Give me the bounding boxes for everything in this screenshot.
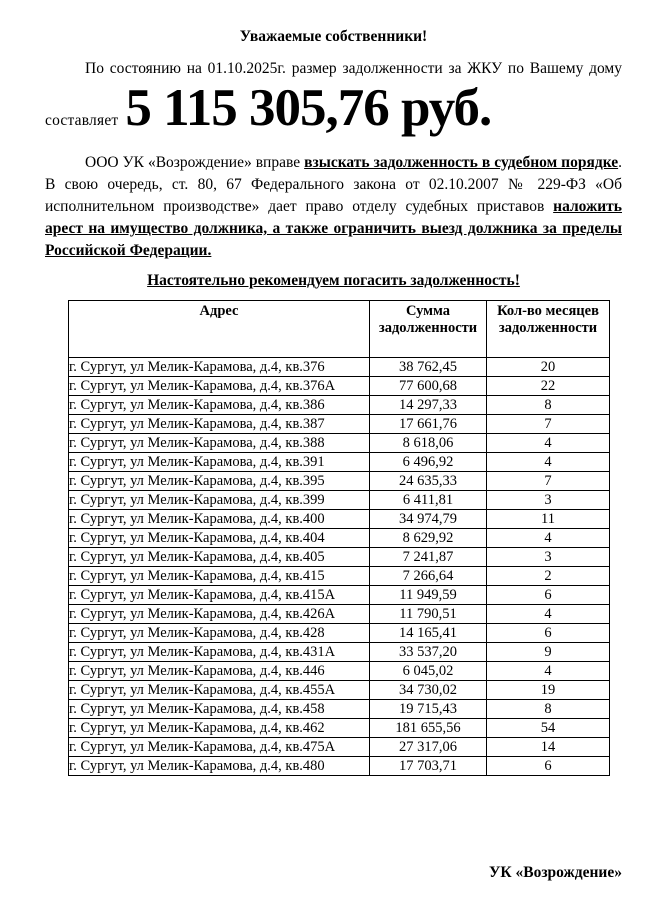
cell-amount: 33 537,20 xyxy=(370,643,487,662)
cell-months: 3 xyxy=(487,491,610,510)
table-row xyxy=(69,491,610,510)
cell-amount: 19 715,43 xyxy=(370,700,487,719)
cell-amount: 7 241,87 xyxy=(370,548,487,567)
cell-months: 6 xyxy=(487,624,610,643)
table-row xyxy=(69,719,610,738)
cell-address: г. Сургут, ул Мелик-Карамова, д.4, кв.415 xyxy=(69,567,370,586)
cell-amount: 7 266,64 xyxy=(370,567,487,586)
cell-months: 11 xyxy=(487,510,610,529)
table-row xyxy=(69,662,610,681)
table-row xyxy=(69,567,610,586)
table-row xyxy=(69,548,610,567)
cell-amount: 14 297,33 xyxy=(370,396,487,415)
page-title: Уважаемые собственники! xyxy=(239,28,428,45)
table-row xyxy=(69,605,610,624)
debt-table-body xyxy=(69,358,610,776)
cell-address: г. Сургут, ул Мелик-Карамова, д.4, кв.455А xyxy=(69,681,370,700)
table-row xyxy=(69,510,610,529)
table-row xyxy=(69,434,610,453)
cell-months: 54 xyxy=(487,719,610,738)
debt-table xyxy=(68,300,610,776)
cell-amount: 6 045,02 xyxy=(370,662,487,681)
cell-months: 6 xyxy=(487,586,610,605)
cell-amount: 11 949,59 xyxy=(370,586,487,605)
cell-amount: 17 703,71 xyxy=(370,757,487,776)
cell-address: г. Сургут, ул Мелик-Карамова, д.4, кв.404 xyxy=(69,529,370,548)
debt-amount-prefix: составляет xyxy=(45,112,119,129)
table-row xyxy=(69,529,610,548)
cell-amount: 27 317,06 xyxy=(370,738,487,757)
cell-months: 3 xyxy=(487,548,610,567)
table-row xyxy=(69,377,610,396)
cell-address: г. Сургут, ул Мелик-Карамова, д.4, кв.387 xyxy=(69,415,370,434)
cell-amount: 34 974,79 xyxy=(370,510,487,529)
cell-amount: 14 165,41 xyxy=(370,624,487,643)
cell-months: 6 xyxy=(487,757,610,776)
cell-months: 8 xyxy=(487,700,610,719)
cell-address: г. Сургут, ул Мелик-Карамова, д.4, кв.458 xyxy=(69,700,370,719)
column-header-address: Адрес xyxy=(69,301,370,358)
cell-address: г. Сургут, ул Мелик-Карамова, д.4, кв.376 xyxy=(69,358,370,377)
cell-months: 7 xyxy=(487,415,610,434)
cell-address: г. Сургут, ул Мелик-Карамова, д.4, кв.376А xyxy=(69,377,370,396)
table-row xyxy=(69,358,610,377)
cell-address: г. Сургут, ул Мелик-Карамова, д.4, кв.475А xyxy=(69,738,370,757)
cell-amount: 6 496,92 xyxy=(370,453,487,472)
cell-amount: 8 629,92 xyxy=(370,529,487,548)
cell-address: г. Сургут, ул Мелик-Карамова, д.4, кв.391 xyxy=(69,453,370,472)
cell-months: 4 xyxy=(487,662,610,681)
cell-address: г. Сургут, ул Мелик-Карамова, д.4, кв.462 xyxy=(69,719,370,738)
cell-address: г. Сургут, ул Мелик-Карамова, д.4, кв.399 xyxy=(69,491,370,510)
cell-amount: 11 790,51 xyxy=(370,605,487,624)
cell-address: г. Сургут, ул Мелик-Карамова, д.4, кв.415А xyxy=(69,586,370,605)
legal-bold-underline-segment: наложить арест на имущество должника, а также ограничить выезд должника за пределы Российской Федерации. xyxy=(45,198,622,259)
column-header-amount: Сумма задолженности xyxy=(370,301,487,358)
cell-amount: 6 411,81 xyxy=(370,491,487,510)
cell-amount: 38 762,45 xyxy=(370,358,487,377)
legal-bold-underline-segment: взыскать задолженность в судебном порядке xyxy=(304,154,619,171)
legal-paragraph xyxy=(45,152,622,262)
table-row xyxy=(69,586,610,605)
cell-address: г. Сургут, ул Мелик-Карамова, д.4, кв.426А xyxy=(69,605,370,624)
cell-address: г. Сургут, ул Мелик-Карамова, д.4, кв.400 xyxy=(69,510,370,529)
cell-address: г. Сургут, ул Мелик-Карамова, д.4, кв.388 xyxy=(69,434,370,453)
table-row xyxy=(69,415,610,434)
table-row xyxy=(69,700,610,719)
cell-months: 4 xyxy=(487,529,610,548)
legal-text-segment: . В свою очередь, ст. 80, 67 Федерального закона от 02.10.2007 № 229-ФЗ «Об исполнительном производстве» дает право отделу судебных приставов xyxy=(45,154,622,215)
cell-months: 4 xyxy=(487,434,610,453)
cell-amount: 17 661,76 xyxy=(370,415,487,434)
legal-text-segment: ООО УК «Возрождение» вправе xyxy=(85,154,305,171)
signature-company: УК «Возрождение» xyxy=(489,864,622,881)
cell-address: г. Сургут, ул Мелик-Карамова, д.4, кв.395 xyxy=(69,472,370,491)
cell-amount: 77 600,68 xyxy=(370,377,487,396)
table-row xyxy=(69,643,610,662)
cell-months: 4 xyxy=(487,605,610,624)
cell-months: 14 xyxy=(487,738,610,757)
cell-address: г. Сургут, ул Мелик-Карамова, д.4, кв.428 xyxy=(69,624,370,643)
cell-address: г. Сургут, ул Мелик-Карамова, д.4, кв.431А xyxy=(69,643,370,662)
cell-amount: 34 730,02 xyxy=(370,681,487,700)
table-row xyxy=(69,757,610,776)
debt-amount-line xyxy=(45,79,622,147)
cell-months: 20 xyxy=(487,358,610,377)
table-row xyxy=(69,624,610,643)
cell-months: 2 xyxy=(487,567,610,586)
cell-months: 7 xyxy=(487,472,610,491)
table-row xyxy=(69,472,610,491)
column-header-months: Кол-во месяцев задолженности xyxy=(487,301,610,358)
recommendation-line xyxy=(45,271,622,291)
intro-paragraph: По состоянию на 01.10.2025г. размер задолженности за ЖКУ по Вашему дому xyxy=(85,60,622,77)
cell-months: 9 xyxy=(487,643,610,662)
recommendation-text: Настоятельно рекомендуем погасить задолженность! xyxy=(147,272,520,289)
cell-months: 8 xyxy=(487,396,610,415)
cell-address: г. Сургут, ул Мелик-Карамова, д.4, кв.480 xyxy=(69,757,370,776)
cell-months: 4 xyxy=(487,453,610,472)
cell-address: г. Сургут, ул Мелик-Карамова, д.4, кв.386 xyxy=(69,396,370,415)
cell-months: 19 xyxy=(487,681,610,700)
debt-amount-value: 5 115 305,76 руб. xyxy=(125,79,492,137)
debt-table-header xyxy=(69,301,610,358)
cell-months: 22 xyxy=(487,377,610,396)
cell-amount: 24 635,33 xyxy=(370,472,487,491)
cell-amount: 8 618,06 xyxy=(370,434,487,453)
table-row xyxy=(69,738,610,757)
cell-address: г. Сургут, ул Мелик-Карамова, д.4, кв.446 xyxy=(69,662,370,681)
table-row xyxy=(69,453,610,472)
cell-address: г. Сургут, ул Мелик-Карамова, д.4, кв.405 xyxy=(69,548,370,567)
cell-amount: 181 655,56 xyxy=(370,719,487,738)
table-row xyxy=(69,681,610,700)
table-row xyxy=(69,396,610,415)
